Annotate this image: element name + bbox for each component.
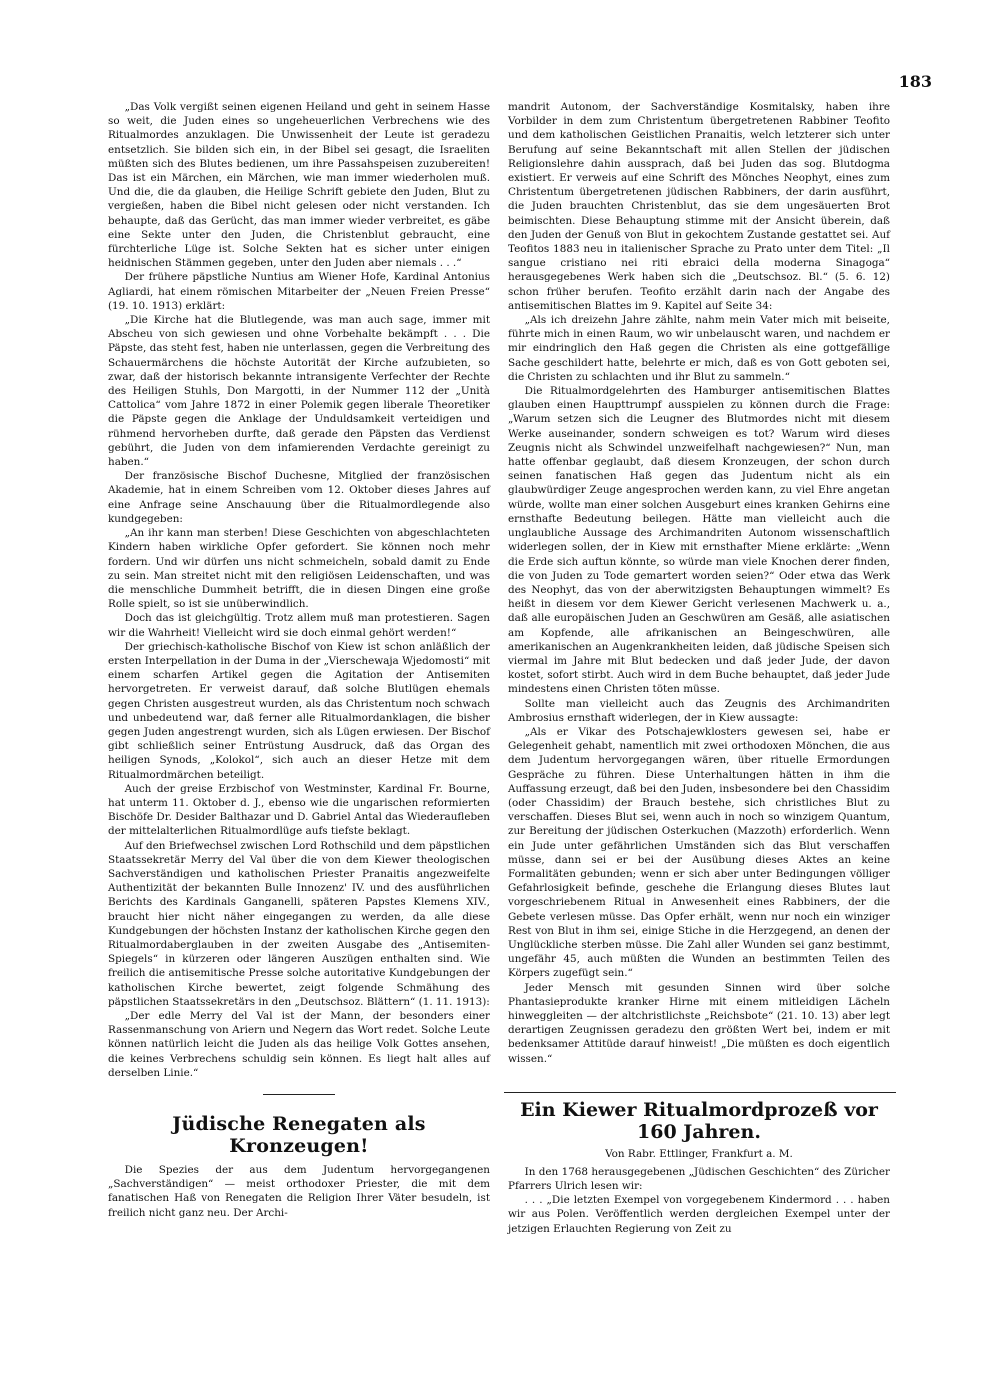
body-paragraph: Die Spezies der aus dem Judentum hervorgegangenen „Sachverständigen“ — meist orthodoxer Priester, die mit dem fanatischen Haß von Renegaten die Religion Ihrer Väter besudeln, ist freilich nicht ganz neu. Der Archi- — [108, 1164, 490, 1219]
body-paragraph: In den 1768 herausgegebenen „Jüdischen Geschichten“ des Züricher Pfarrers Ulrich lesen wir: — [508, 1165, 890, 1193]
body-paragraph: Sollte man vielleicht auch das Zeugnis des Archimandriten Ambrosius ernsthaft widerlegen, der in Kiew aussagte: — [508, 697, 890, 724]
article-headline: Jüdische Renegaten als Kronzeugen! — [172, 1113, 426, 1158]
body-paragraph: Der französische Bischof Duchesne, Mitglied der französischen Akademie, hat in einem Schreiben vom 12. Oktober dieses Jahres auf eine Anfrage seine Anschauung über die Ritualmordlegende also kundgegeben: — [108, 470, 490, 525]
section-divider — [504, 1092, 896, 1093]
body-paragraph: „Das Volk vergißt seinen eigenen Heiland und geht in seinem Hasse so weit, die Juden eines so ungeheuerlichen Verbrechens wie des Ritualmordes anzuklagen. Die Unwissenheit der Leute ist geradezu entsetzlich. Sie bilden sich ein, in der Bibel sei gesagt, die Israeliten müßten sich des Blutes bedienen, um ihre Passahspeisen zuzubereiten! Das ist ein Märchen, ein Märchen, wie man immer wiederholen muß. Und die, die da glauben, die Heilige Schrift gebiete den Juden, Blut zu vergießen, haben die Bibel nicht gelesen oder nicht verstanden. Ich behaupte, daß das Gerücht, das man immer wieder verbreitet, es gäbe eine Sekte unter den Juden, die Christenblut gebraucht, eine fürchterliche Lüge ist. Solche Sekten hat es sicher unter einigen heidnischen Stämmen gegeben, unter den Juden aber niemals . . .“ — [108, 101, 490, 270]
page-number: 183 — [898, 72, 932, 91]
article-headline: Ein Kiewer Ritualmordprozeß vor 160 Jahren. — [520, 1098, 878, 1143]
body-paragraph: Die Ritualmordgelehrten des Hamburger antisemitischen Blattes glauben einen Haupttrumpf ausspielen zu können durch die Frage: „Warum setzen sich die Leugner des Blutmordes nicht mit diesem Werke auseinander, sondern schweigen es tot? Warum wird dieses Zeugnis nicht als Schwindel unzweifelhaft nachgewiesen?“ Nun, man hatte offenbar geglaubt, daß diesem Kronzeugen, der schon durch seinen fanatischen Haß gegen das Judentum nicht als ein glaubwürdiger Zeuge angesprochen werden kann, zu viel Ehre angetan würde, wollte man einer solchen Ausgeburt eines kranken Gehirns eine ernsthafte Bedeutung beilegen. Hätte man vielleicht auch die unglaubliche Aussage des Archimandriten Autonom wissenschaftlich widerlegen sollen, der in Kiew mit ernsthafter Miene erklärte: „Wenn die Erde sich auftun könnte, so würde man viele Knochen derer finden, die von Juden zu Tode gemartert worden seien?“ Oder etwa das Werk des Neophyt, das von der aberwitzigsten Behauptungen wimmelt? Es heißt in diesem vor dem Kiewer Gericht verlesenen Machwerk u. a., daß alle europäischen Juden an Geschwüren am Gesäß, alle asiatischen am Kopfende, alle afrikanischen an Beingeschwüren, alle amerikanischen an Augenkrankheiten leiden, daß jüdische Speisen sich viermal im Jahre mit Blut bedecken und daß jeder Jude, der davon kostet, sofort stirbt. Auch wird in dem Buche behauptet, daß jeder Jude mindestens einen Christen töten müsse. — [508, 385, 890, 696]
body-paragraph: „Als ich dreizehn Jahre zählte, nahm mein Vater mich mit beiseite, führte mich in einen Raum, wo wir unbelauscht waren, und nachdem er mir eindringlich den Haß gegen die Christen als eine gottgefällige Sache geschildert hatte, belehrte er mich, daß es von Gott geboten sei, die Christen zu schlachten und ihr Blut zu sammeln.“ — [508, 314, 890, 383]
body-paragraph: „Als er Vikar des Potschajewklosters gewesen sei, habe er Gelegenheit gehabt, namentlich mit zwei orthodoxen Mönchen, die aus dem Judentum hervorgegangen wären, über rituelle Ermordungen Gespräche zu führen. Diese Unterhaltungen hätten in ihm die Auffassung erzeugt, daß bei den Juden, insbesondere bei den Chassidim (oder Chassidim) der Brauch bestehe, sich christliches Blut zu verschaffen. Dieses Blut sei, wenn auch in noch so winzigem Quantum, zur Bereitung der jüdischen Osterkuchen (Mazzoth) erforderlich. Wenn ein Jude unter gefährlichen Umständen sich das Blut verschaffen müsse, dann sei er bei der Ausübung dieses Aktes an keine Formalitäten gebunden; wenn er sich aber unter Bedingungen völliger Gefahrlosigkeit befinde, geschehe die Erlangung dieses Blutes laut vorgeschriebenem Ritual in Anwesenheit eines Rabbiners, der die Gebete verlesen müsse. Das Opfer erhält, wenn nur noch ein winziger Rest von Blut in ihm sei, einige Stiche in die Herzgegend, an denen der Unglückliche sterben müsse. Die Zahl aller Wunden sei ganz bestimmt, ungefähr 45, auch müßten die Wunden an bestimmten Teilen des Körpers zugefügt sein.“ — [508, 725, 890, 980]
body-paragraph: „An ihr kann man sterben! Diese Geschichten von abgeschlachteten Kindern haben wirkliche Opfer gefordert. Sie können noch mehr fordern. Und wir dürfen uns nicht schmeicheln, sobald damit zu Ende zu sein. Man streitet nicht mit den religiösen Leidenschaften, und was die menschliche Dummheit betrifft, die in diesen Dingen eine große Rolle spielt, so ist sie unüberwindlich. — [108, 527, 490, 611]
body-paragraph: Jeder Mensch mit gesunden Sinnen wird über solche Phantasieprodukte kranker Hirne mit einem mitleidigen Lächeln hinweggleiten — der altchristlichste „Reichsbote“ (21. 10. 13) aber legt derartigen Zeugnissen geradezu den größten Wert bei, indem er mit bedenksamer Attitüde darauf hinweist! „Die müßten es doch eigentlich wissen.“ — [508, 981, 890, 1065]
body-paragraph: Der griechisch-katholische Bischof von Kiew ist schon anläßlich der ersten Interpellation in der Duma in der „Vierschewaja Wjedomosti“ mit einem scharfen Artikel gegen die Agitation der Antisemiten hervorgetreten. Er verweist darauf, daß solche Blutlügen ehemals gegen Christen ausgestreut wurden, als das Christentum noch schwach und unbedeutend war, daß ferner alle Ritualmordanklagen, die bisher gegen Juden angestrengt wurden, sich als Lügen erwiesen. Der Bischof gibt schließlich seiner Entrüstung Ausdruck, daß das Organ des heiligen Synods, „Kolokol“, sich auch an dieser Hetze mit dem Ritualmordmärchen beteiligt. — [108, 640, 490, 781]
body-paragraph: Der frühere päpstliche Nuntius am Wiener Hofe, Kardinal Antonius Agliardi, hat einem römischen Mitarbeiter der „Neuen Freien Presse“ (19. 10. 1913) erklärt: — [108, 271, 490, 312]
byline: Von Rabr. Ettlinger, Frankfurt a. M. — [605, 1147, 793, 1160]
body-paragraph: . . . „Die letzten Exempel von vorgegebenem Kindermord . . . haben wir aus Polen. Veröffentlich werden dergleichen Exempel unter der jetzigen Erlauchten Regierung von Zeit zu — [508, 1194, 890, 1235]
left-column — [108, 100, 490, 1220]
section-divider — [263, 1094, 335, 1095]
body-paragraph: Auf den Briefwechsel zwischen Lord Rothschild und dem päpstlichen Staatssekretär Merry del Val über die von dem Kiewer theologischen Sachverständigen und katholischen Priester Pranaitis angezweifelte Authentizität der bekannten Bulle Innozenz' IV. und des ausführlichen Berichts des Kardinals Ganganelli, späteren Papstes Klemens XIV., braucht hier nicht näher eingegangen zu werden, da alle diese Kundgebungen der höchsten Instanz der katholischen Kirche gegen den Ritualmordaberglauben in der zweiten Ausgabe des „Antisemiten-Spiegels“ in kürzeren oder längeren Auszügen enthalten sind. Wie freilich die antisemitische Presse solche autoritative Kundgebungen der katholischen Kirche bewertet, zeigt folgende Schmähung des päpstlichen Staatssekretärs in den „Deutschsoz. Blättern“ (1. 11. 1913): — [108, 839, 490, 1008]
continued-paragraph: mandrit Autonom, der Sachverständige Kosmitalsky, haben ihre Vorbilder in dem zum Christentum übergetretenen Rabbiner Teofito und dem katholischen Geistlichen Pranaitis, welch letzterer sich unter Berufung auf seine Bekanntschaft mit allen Stellen der jüdischen Religionslehre dahin aussprach, daß bei Juden das sog. Blutdogma existiert. Er verweis auf eine Schrift des Mönches Neophyt, eines zum Christentum übergetretenen jüdischen Rabbiners, der darin ausführt, die Juden brauchten Christenblut, das sie dem ungesäuerten Brot beimischten. Diese Behauptung stimme mit der Ansicht überein, daß den Juden der Genuß von Blut in gekochtem Zustande gestattet sei. Auf Teofitos 1883 neu in italienischer Sprache zu Prato unter dem Titel: „Il sangue cristiano nei riti ebraici della moderna Sinagoga“ herausgegebenes Werk haben sich die „Deutschsoz. Bl.“ (5. 6. 12) schon früher berufen. Teofito erzählt darin nach der Angabe des antisemitischen Blattes im 9. Kapitel auf Seite 34: — [508, 101, 890, 312]
body-paragraph: „Die Kirche hat die Blutlegende, was man auch sage, immer mit Abscheu von sich gewiesen und ohne Vorbehalte bekämpft . . . Die Päpste, das steht fest, haben nie unterlassen, gegen die Verbreitung des Schauermärchens die höchste Autorität der Kirche aufzubieten, so zwar, daß der historisch bekannte intransigente Verfechter der Rechte des Heiligen Stuhls, Don Margotti, in der Nummer 112 der „Unità Cattolica“ vom Jahre 1872 in einer Polemik gegen liberale Theoretiker die Päpste gegen die Anklage der Unduldsamkeit verteidigen und rühmend hervorheben durfte, daß gerade den Päpsten das Verdienst gebührt, die Juden von dem infamierenden Verdachte gereinigt zu haben.“ — [108, 314, 490, 469]
body-paragraph: Auch der greise Erzbischof von Westminster, Kardinal Fr. Bourne, hat unterm 11. Oktober d. J., ebenso wie die ungarischen reformierten Bischöfe Dr. Desider Balthazar und D. Gabriel Antal das Wiederaufleben der mittelalterlichen Ritualmordlüge aufs tiefste beklagt. — [108, 782, 490, 838]
right-column — [508, 100, 890, 1236]
body-paragraph: „Der edle Merry del Val ist der Mann, der besonders einer Rassenmanschung von Ariern und Negern das Wort redet. Solche Leute können natürlich leicht die Juden als das heilige Volk Gottes ansehen, die keines Verbrechens schuldig sein können. Es liegt halt alles auf derselben Linie.“ — [108, 1010, 490, 1079]
body-paragraph: Doch das ist gleichgültig. Trotz allem muß man protestieren. Sagen wir die Wahrheit! Vielleicht wird sie doch einmal gehört werden!“ — [108, 612, 490, 639]
